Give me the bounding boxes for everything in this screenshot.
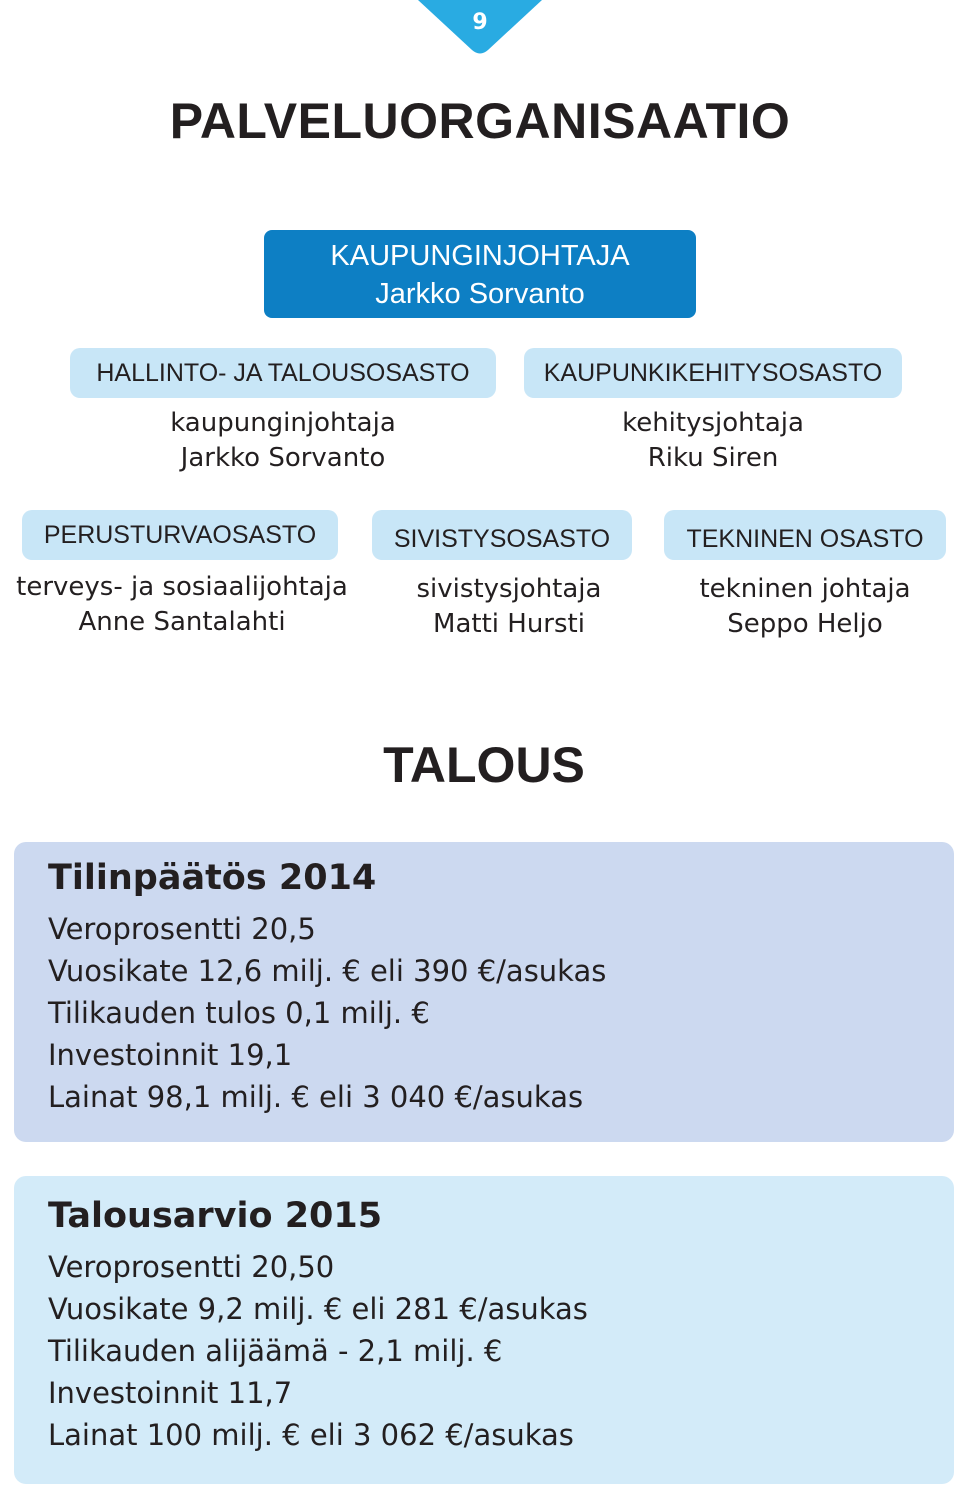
financial-statement-heading: Tilinpäätös 2014	[48, 858, 377, 898]
dept-person-name: Anne Santalahti	[78, 607, 286, 637]
section-title-talous: TALOUS	[383, 737, 585, 793]
chief-title: KAUPUNGINJOHTAJA	[330, 240, 630, 272]
dept-label-hallinto: HALLINTO- JA TALOUSOSASTO	[70, 348, 496, 398]
budget-heading: Talousarvio 2015	[48, 1196, 383, 1236]
financial-statement-2014-box	[14, 842, 954, 1142]
dept-person-name: Riku Siren	[647, 443, 779, 473]
dept-person-name: Jarkko Sorvanto	[180, 443, 386, 473]
finance-line: Investoinnit 19,1	[48, 1038, 293, 1072]
dept-role: terveys- ja sosiaalijohtaja	[16, 572, 348, 602]
finance-line: Tilikauden alijäämä - 2,1 milj. €	[48, 1334, 503, 1368]
finance-line: Vuosikate 9,2 milj. € eli 281 €/asukas	[48, 1292, 588, 1326]
dept-person-hallinto	[70, 406, 496, 476]
dept-person-perusturva	[4, 570, 360, 640]
budget-2015-box	[14, 1176, 954, 1484]
dept-label-perusturva: PERUSTURVAOSASTO	[22, 510, 338, 560]
dept-role: kehitysjohtaja	[622, 408, 804, 438]
dept-person-name: Seppo Heljo	[727, 609, 883, 639]
dept-person-name: Matti Hursti	[433, 609, 585, 639]
dept-person-tekninen	[664, 572, 946, 642]
finance-line: Lainat 100 milj. € eli 3 062 €/asukas	[48, 1418, 574, 1452]
page-number-tab	[418, 0, 542, 56]
finance-line: Tilikauden tulos 0,1 milj. €	[48, 996, 430, 1030]
finance-line: Veroprosentti 20,50	[48, 1250, 335, 1284]
finance-line: Investoinnit 11,7	[48, 1376, 293, 1410]
chief-name: Jarkko Sorvanto	[375, 278, 585, 310]
page-number: 9	[472, 10, 488, 35]
dept-person-sivistys	[380, 572, 638, 642]
finance-line: Veroprosentti 20,5	[48, 912, 316, 946]
chief-box	[264, 230, 696, 318]
finance-line: Lainat 98,1 milj. € eli 3 040 €/asukas	[48, 1080, 584, 1114]
dept-label-sivistys: SIVISTYSOSASTO	[372, 510, 632, 560]
dept-role: tekninen johtaja	[699, 574, 911, 604]
finance-line: Vuosikate 12,6 milj. € eli 390 €/asukas	[48, 954, 607, 988]
dept-role: kaupunginjohtaja	[170, 408, 396, 438]
dept-role: sivistysjohtaja	[416, 574, 602, 604]
page-title: PALVELUORGANISAATIO	[169, 93, 791, 149]
dept-label-tekninen: TEKNINEN OSASTO	[664, 510, 946, 560]
dept-person-kaupunkikehitys	[524, 406, 902, 476]
dept-label-kaupunkikehitys: KAUPUNKIKEHITYSOSASTO	[524, 348, 902, 398]
